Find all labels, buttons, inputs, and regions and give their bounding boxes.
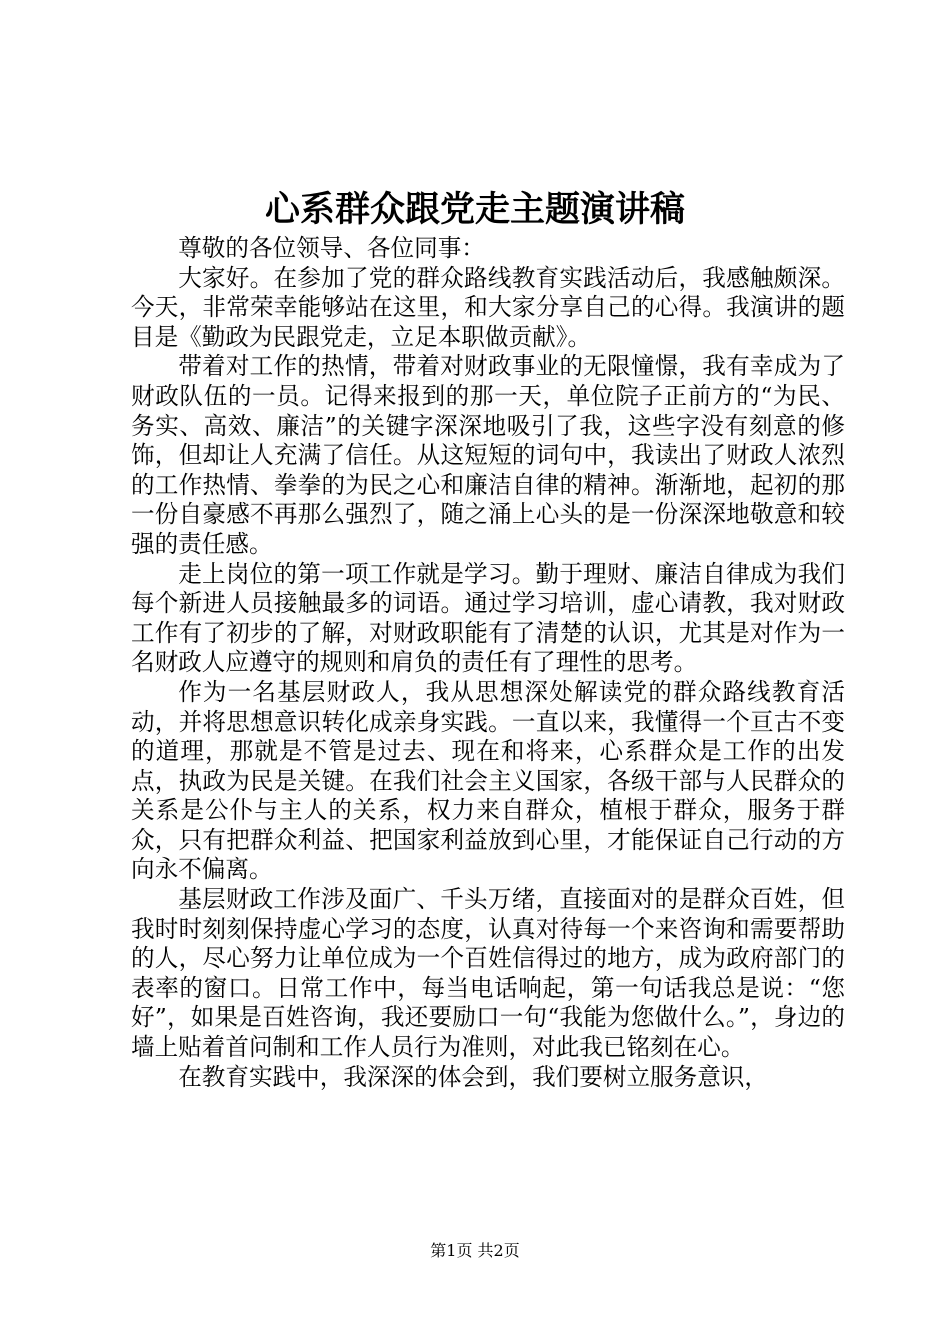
body-paragraph: 走上岗位的第一项工作就是学习。勤于理财、廉洁自律成为我们每个新进人员接触最多的词语。通过学习培训，虚心请教，我对财政工作有了初步的了解，对财政职能有了清楚的认识，尤其是对作为一名财政人应遵守的规则和肩负的责任有了理性的思考。 (131, 559, 845, 677)
body-paragraph: 带着对工作的热情，带着对财政事业的无限憧憬，我有幸成为了财政队伍的一员。记得来报到的那一天，单位院子正前方的“为民、务实、高效、廉洁”的关键字深深地吸引了我，这些字没有刻意的修饰，但却让人充满了信任。从这短短的词句中，我读出了财政人浓烈的工作热情、拳拳的为民之心和廉洁自律的精神。渐渐地，起初的那一份自豪感不再那么强烈了，随之涌上心头的是一份深深地敬意和较强的责任感。 (131, 352, 845, 558)
salutation-paragraph: 尊敬的各位领导、各位同事： (178, 234, 485, 262)
page-number-footer: 第1页 共2页 (430, 1241, 520, 1260)
body-paragraph: 在教育实践中，我深深的体会到，我们要树立服务意识， (178, 1062, 769, 1091)
body-paragraph: 基层财政工作涉及面广、千头万绪，直接面对的是群众百姓，但我时时刻刻保持虚心学习的态度，认真对待每一个来咨询和需要帮助的人，尽心努力让单位成为一个百姓信得过的地方，成为政府部门的表率的窗口。日常工作中，每当电话响起，第一句话我总是说：“您好”，如果是百姓咨询，我还要励口一句“我能为您做什么。”，身边的墙上贴着首问制和工作人员行为准则，对此我已铭刻在心。 (131, 885, 845, 1062)
document-title: 心系群众跟党走主题演讲稿 (264, 189, 685, 230)
body-paragraph: 作为一名基层财政人，我从思想深处解读党的群众路线教育活动，并将思想意识转化成亲身实践。一直以来，我懂得一个亘古不变的道理，那就是不管是过去、现在和将来，心系群众是工作的出发点，执政为民是关键。在我们社会主义国家，各级干部与人民群众的关系是公仆与主人的关系，权力来自群众，植根于群众，服务于群众，只有把群众利益、把国家利益放到心里，才能保证自己行动的方向永不偏离。 (131, 677, 845, 884)
document-body (131, 234, 845, 1092)
body-paragraph: 大家好。在参加了党的群众路线教育实践活动后，我感触颇深。今天，非常荣幸能够站在这里，和大家分享自己的心得。我演讲的题目是《勤政为民跟党走，立足本职做贡献》。 (131, 263, 845, 351)
